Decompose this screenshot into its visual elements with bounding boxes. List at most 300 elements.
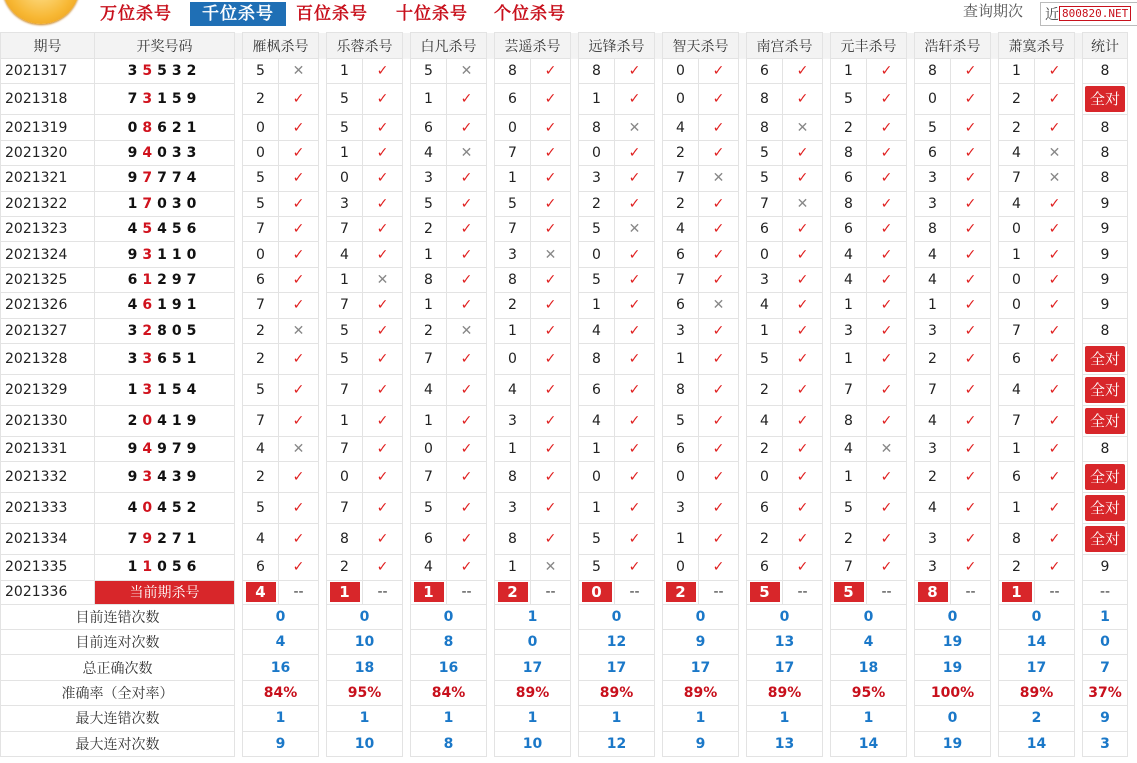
current-dash: -- — [1035, 580, 1075, 604]
stat-cell — [1083, 405, 1128, 436]
kill-number: 7 — [243, 216, 279, 241]
check-icon: ✓ — [1035, 524, 1075, 555]
kill-number: 1 — [579, 84, 615, 115]
check-icon: ✓ — [447, 493, 487, 524]
top-bar — [0, 0, 1137, 30]
check-icon: ✓ — [783, 84, 823, 115]
draw-number — [95, 216, 235, 241]
gap — [571, 680, 579, 705]
kill-number: 6 — [663, 436, 699, 461]
stat-cell: 9 — [1083, 293, 1128, 318]
table-row — [1, 343, 1128, 374]
gap — [1075, 555, 1083, 580]
check-icon: ✓ — [699, 242, 739, 267]
stat-cell: 9 — [1083, 242, 1128, 267]
query-label: 查询期次 — [963, 2, 1024, 20]
check-icon: ✓ — [783, 318, 823, 343]
tab-qian[interactable]: 千位杀号 — [190, 2, 286, 26]
stats-value: 1 — [327, 706, 403, 731]
stats-row — [1, 706, 1128, 731]
kill-number: 5 — [411, 493, 447, 524]
check-icon: ✓ — [531, 318, 571, 343]
stats-value: 1 — [243, 706, 319, 731]
kill-number: 1 — [327, 405, 363, 436]
gap — [487, 140, 495, 165]
gap — [487, 318, 495, 343]
stats-label: 最大连对次数 — [1, 731, 235, 756]
gap — [655, 84, 663, 115]
kill-number: 0 — [663, 84, 699, 115]
draw-digit: 9 — [127, 144, 143, 161]
draw-number — [95, 140, 235, 165]
stats-value: 0 — [915, 706, 991, 731]
gap — [235, 59, 243, 84]
check-icon: ✓ — [699, 405, 739, 436]
check-icon: ✓ — [363, 84, 403, 115]
check-icon: ✓ — [783, 166, 823, 191]
kill-number: 8 — [411, 267, 447, 292]
kill-number: 7 — [327, 293, 363, 318]
check-icon: ✓ — [279, 555, 319, 580]
kill-number: 4 — [999, 140, 1035, 165]
draw-digit-highlight: 3 — [142, 469, 158, 486]
draw-digit: 2 — [186, 63, 202, 80]
header-stat: 统计 — [1083, 33, 1128, 59]
gap — [235, 630, 243, 655]
gap — [571, 191, 579, 216]
gap — [571, 630, 579, 655]
kill-number: 2 — [411, 216, 447, 241]
gap — [1075, 115, 1083, 140]
kill-number: 1 — [495, 166, 531, 191]
header-expert[interactable]: 南宫杀号 — [747, 33, 823, 59]
check-icon: ✓ — [279, 115, 319, 140]
kill-number: 5 — [747, 140, 783, 165]
draw-digit: 3 — [127, 322, 143, 339]
check-icon: ✓ — [531, 374, 571, 405]
header-expert[interactable]: 浩轩杀号 — [915, 33, 991, 59]
gap — [655, 493, 663, 524]
gap — [571, 706, 579, 731]
draw-digit: 9 — [186, 441, 202, 458]
gap — [991, 405, 999, 436]
kill-number: 2 — [243, 84, 279, 115]
gap — [487, 267, 495, 292]
check-icon: ✓ — [615, 166, 655, 191]
kill-number: 0 — [579, 242, 615, 267]
gap — [571, 293, 579, 318]
gap — [487, 343, 495, 374]
stats-row — [1, 604, 1128, 629]
kill-number: 0 — [243, 242, 279, 267]
check-icon: ✓ — [867, 242, 907, 267]
gap — [823, 462, 831, 493]
gap — [655, 680, 663, 705]
gap — [739, 374, 747, 405]
check-icon: ✓ — [615, 59, 655, 84]
gap — [991, 462, 999, 493]
gap — [907, 580, 915, 604]
draw-digit: 8 — [157, 322, 172, 339]
gap — [739, 293, 747, 318]
check-icon: ✓ — [447, 524, 487, 555]
gap — [487, 436, 495, 461]
check-icon: ✓ — [699, 84, 739, 115]
cross-icon: ✕ — [783, 115, 823, 140]
draw-number — [95, 84, 235, 115]
draw-digit: 2 — [171, 119, 187, 136]
gap — [571, 604, 579, 629]
draw-digit: 9 — [157, 441, 172, 458]
kill-number: 5 — [579, 267, 615, 292]
all-correct-badge: 全对 — [1085, 464, 1125, 490]
draw-digit: 1 — [157, 246, 172, 263]
kill-number: 1 — [831, 293, 867, 318]
kill-number: 7 — [411, 343, 447, 374]
gap — [1075, 216, 1083, 241]
gap — [487, 293, 495, 318]
stats-total: 7 — [1083, 655, 1128, 680]
gap — [1075, 706, 1083, 731]
draw-digit: 3 — [171, 195, 187, 212]
kill-number: 6 — [999, 462, 1035, 493]
gap — [319, 343, 327, 374]
tab-wan[interactable]: 万位杀号 — [100, 4, 172, 24]
gap — [655, 374, 663, 405]
check-icon: ✓ — [615, 436, 655, 461]
kill-number: 6 — [747, 493, 783, 524]
kill-number: 0 — [999, 216, 1035, 241]
check-icon: ✓ — [279, 493, 319, 524]
table-row — [1, 493, 1128, 524]
kill-number: 2 — [411, 318, 447, 343]
draw-digit: 5 — [171, 559, 187, 576]
check-icon: ✓ — [531, 216, 571, 241]
gap — [739, 731, 747, 756]
cross-icon: ✕ — [447, 59, 487, 84]
header-expert[interactable]: 智天杀号 — [663, 33, 739, 59]
kill-number: 7 — [915, 374, 951, 405]
gap — [739, 524, 747, 555]
kill-number: 3 — [915, 524, 951, 555]
gap — [655, 655, 663, 680]
gap — [907, 33, 915, 59]
cross-icon: ✕ — [531, 555, 571, 580]
draw-digit: 1 — [186, 350, 202, 367]
kill-number: 6 — [831, 166, 867, 191]
check-icon: ✓ — [699, 374, 739, 405]
draw-number — [95, 405, 235, 436]
gap — [487, 555, 495, 580]
kill-number: 3 — [495, 405, 531, 436]
gap — [403, 493, 411, 524]
gap — [1075, 318, 1083, 343]
kill-number: 5 — [327, 84, 363, 115]
check-icon: ✓ — [699, 267, 739, 292]
gap — [487, 242, 495, 267]
kill-number: 7 — [831, 374, 867, 405]
draw-digit-highlight: 4 — [142, 441, 158, 458]
table-row — [1, 524, 1128, 555]
stats-row — [1, 680, 1128, 705]
current-kill — [831, 580, 867, 604]
query-value: 近 — [1045, 7, 1059, 23]
check-icon: ✓ — [867, 405, 907, 436]
header-expert[interactable]: 萧寞杀号 — [999, 33, 1075, 59]
check-icon: ✓ — [615, 293, 655, 318]
gap — [907, 242, 915, 267]
draw-number — [95, 115, 235, 140]
check-icon: ✓ — [951, 493, 991, 524]
gap — [1075, 343, 1083, 374]
gap — [1075, 242, 1083, 267]
kill-number: 1 — [999, 436, 1035, 461]
stat-cell: 8 — [1083, 59, 1128, 84]
check-icon: ✓ — [363, 405, 403, 436]
gap — [739, 84, 747, 115]
kill-number: 0 — [579, 462, 615, 493]
draw-digit: 5 — [171, 500, 187, 517]
tab-bai[interactable]: 百位杀号 — [296, 4, 368, 24]
draw-digit-highlight: 8 — [142, 119, 158, 136]
check-icon: ✓ — [783, 493, 823, 524]
gap — [487, 84, 495, 115]
draw-number — [95, 493, 235, 524]
draw-digit: 1 — [186, 119, 202, 136]
tab-shi[interactable]: 十位杀号 — [396, 4, 468, 24]
gap — [991, 191, 999, 216]
current-kill — [243, 580, 279, 604]
table-row — [1, 242, 1128, 267]
gap — [571, 555, 579, 580]
check-icon: ✓ — [867, 191, 907, 216]
gap — [235, 115, 243, 140]
kill-number: 8 — [495, 524, 531, 555]
check-icon: ✓ — [279, 84, 319, 115]
table-row — [1, 216, 1128, 241]
kill-number: 1 — [411, 405, 447, 436]
stats-value: 4 — [243, 630, 319, 655]
draw-digit: 3 — [171, 469, 187, 486]
gap — [655, 604, 663, 629]
gap — [235, 374, 243, 405]
check-icon: ✓ — [783, 555, 823, 580]
check-icon: ✓ — [531, 115, 571, 140]
stats-value: 13 — [747, 630, 823, 655]
header-expert[interactable]: 乐蓉杀号 — [327, 33, 403, 59]
gap — [319, 191, 327, 216]
stats-value: 9 — [663, 731, 739, 756]
kill-number: 5 — [411, 59, 447, 84]
check-icon: ✓ — [951, 374, 991, 405]
gap — [1075, 436, 1083, 461]
check-icon: ✓ — [615, 374, 655, 405]
stats-row — [1, 655, 1128, 680]
gap — [655, 166, 663, 191]
kill-number: 1 — [495, 318, 531, 343]
draw-digit-highlight: 5 — [142, 221, 158, 238]
site-badge: 800820.NET — [1059, 6, 1131, 21]
table-row — [1, 293, 1128, 318]
gap — [403, 59, 411, 84]
check-icon: ✓ — [363, 436, 403, 461]
stats-value: 0 — [411, 604, 487, 629]
check-icon: ✓ — [615, 524, 655, 555]
draw-number — [95, 462, 235, 493]
check-icon: ✓ — [363, 374, 403, 405]
check-icon: ✓ — [615, 462, 655, 493]
kill-number: 5 — [243, 191, 279, 216]
current-kill-number: 1 — [414, 582, 444, 602]
check-icon: ✓ — [363, 166, 403, 191]
stats-label: 总正确次数 — [1, 655, 235, 680]
check-icon: ✓ — [1035, 59, 1075, 84]
kill-number: 8 — [495, 59, 531, 84]
check-icon: ✓ — [615, 343, 655, 374]
draw-digit: 9 — [171, 297, 187, 314]
kill-number: 1 — [411, 84, 447, 115]
check-icon: ✓ — [447, 242, 487, 267]
gap — [319, 293, 327, 318]
kill-number: 4 — [411, 555, 447, 580]
check-icon: ✓ — [1035, 242, 1075, 267]
gap — [907, 680, 915, 705]
check-icon: ✓ — [951, 405, 991, 436]
gap — [319, 115, 327, 140]
kill-table — [0, 32, 1128, 757]
stats-label: 目前连错次数 — [1, 604, 235, 629]
gap — [739, 267, 747, 292]
gap — [991, 242, 999, 267]
period-cell: 2021327 — [1, 318, 95, 343]
gap — [739, 166, 747, 191]
gap — [487, 493, 495, 524]
current-kill — [411, 580, 447, 604]
period-cell: 2021323 — [1, 216, 95, 241]
gap — [235, 267, 243, 292]
current-dash: -- — [615, 580, 655, 604]
draw-digit: 7 — [157, 170, 172, 187]
header-expert[interactable]: 雁枫杀号 — [243, 33, 319, 59]
stats-value: 1 — [663, 706, 739, 731]
cross-icon: ✕ — [279, 59, 319, 84]
kill-number: 2 — [243, 462, 279, 493]
query-select[interactable] — [1040, 2, 1137, 26]
gap — [487, 630, 495, 655]
header-expert[interactable]: 芸遥杀号 — [495, 33, 571, 59]
draw-digit: 1 — [127, 195, 143, 212]
kill-number: 7 — [411, 462, 447, 493]
kill-number: 4 — [243, 524, 279, 555]
header-expert[interactable]: 元丰杀号 — [831, 33, 907, 59]
gap — [655, 580, 663, 604]
draw-digit: 1 — [157, 297, 172, 314]
header-row — [1, 33, 1128, 59]
gap — [487, 731, 495, 756]
check-icon: ✓ — [363, 191, 403, 216]
check-icon: ✓ — [1035, 493, 1075, 524]
stats-value: 19 — [915, 630, 991, 655]
draw-digit: 7 — [127, 91, 143, 108]
draw-digit: 5 — [171, 221, 187, 238]
stats-value: 12 — [579, 731, 655, 756]
gap — [571, 166, 579, 191]
draw-digit: 6 — [157, 350, 172, 367]
gap — [823, 242, 831, 267]
gap — [403, 462, 411, 493]
stats-value: 14 — [831, 731, 907, 756]
kill-number: 5 — [327, 343, 363, 374]
gap — [907, 216, 915, 241]
gap — [991, 493, 999, 524]
check-icon: ✓ — [783, 462, 823, 493]
current-period: 2021336 — [1, 580, 95, 604]
gap — [739, 191, 747, 216]
kill-number: 0 — [411, 436, 447, 461]
gap — [319, 706, 327, 731]
gap — [403, 680, 411, 705]
current-kill-number: 2 — [666, 582, 696, 602]
table-row — [1, 436, 1128, 461]
stats-value: 4 — [831, 630, 907, 655]
check-icon: ✓ — [951, 84, 991, 115]
gap — [319, 680, 327, 705]
header-expert[interactable]: 远锋杀号 — [579, 33, 655, 59]
gap — [319, 731, 327, 756]
stats-value: 10 — [327, 630, 403, 655]
stats-value: 19 — [915, 731, 991, 756]
gap — [823, 680, 831, 705]
period-cell: 2021332 — [1, 462, 95, 493]
check-icon: ✓ — [951, 166, 991, 191]
stats-value: 17 — [747, 655, 823, 680]
gap — [823, 33, 831, 59]
table-row — [1, 191, 1128, 216]
gap — [823, 630, 831, 655]
kill-number: 0 — [747, 242, 783, 267]
kill-number: 2 — [915, 343, 951, 374]
gap — [739, 343, 747, 374]
stats-value: 13 — [747, 731, 823, 756]
kill-number: 0 — [327, 462, 363, 493]
check-icon: ✓ — [783, 436, 823, 461]
gap — [1075, 405, 1083, 436]
cross-icon: ✕ — [279, 436, 319, 461]
gap — [655, 191, 663, 216]
gap — [991, 343, 999, 374]
gap — [487, 59, 495, 84]
gap — [403, 293, 411, 318]
draw-digit: 1 — [186, 531, 202, 548]
kill-number: 7 — [999, 318, 1035, 343]
gap — [823, 59, 831, 84]
gap — [991, 115, 999, 140]
draw-digit: 4 — [157, 412, 172, 429]
gap — [487, 166, 495, 191]
header-expert[interactable]: 白凡杀号 — [411, 33, 487, 59]
check-icon: ✓ — [783, 242, 823, 267]
kill-number: 0 — [327, 166, 363, 191]
current-kill — [999, 580, 1035, 604]
check-icon: ✓ — [615, 140, 655, 165]
kill-number: 0 — [495, 115, 531, 140]
tab-ge[interactable]: 个位杀号 — [494, 4, 566, 24]
draw-digit: 4 — [127, 221, 143, 238]
table-row — [1, 374, 1128, 405]
kill-number: 5 — [747, 166, 783, 191]
period-cell: 2021333 — [1, 493, 95, 524]
kill-number: 3 — [915, 318, 951, 343]
